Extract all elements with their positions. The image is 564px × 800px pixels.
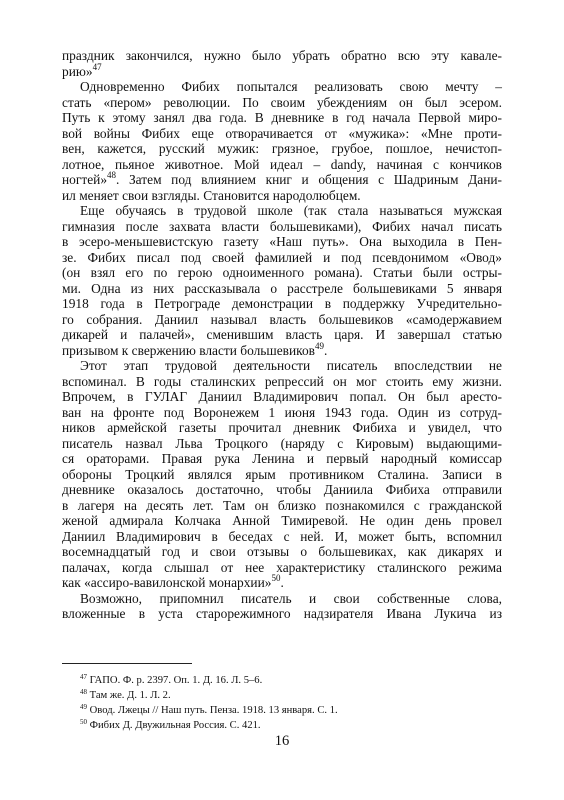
footnote-ref: 47	[92, 61, 102, 72]
body-text-line: ся ораторами. Правая рука Ленина и первый народный комиссар	[62, 451, 502, 466]
body-text-line: обороны Троцкий являлся ярым противником Сталина. Записи в	[62, 466, 502, 482]
footnote-number: 50	[80, 718, 87, 726]
body-text-line: ми. Одна из них рассказывала о расстреле большевиками 5 января	[62, 280, 502, 296]
footnote	[80, 718, 261, 733]
body-text-line: ван на фронте под Воронежем 1 июня 1943 года. Один из сотруд-	[62, 404, 502, 420]
body-text-line: Путь к этому занял два года. В дневнике в год начала Первой миро-	[62, 110, 502, 125]
footnote-text: Там же. Д. 1. Л. 2.	[87, 690, 171, 701]
footnote-number: 49	[80, 703, 87, 711]
body-text-line: стать «пером» революции. По своим убеждениям он был эсером.	[62, 94, 502, 110]
body-text-line: зе. Фибих писал под своей фамилией и под псевдонимом «Овод»	[62, 249, 502, 265]
body-text-line: призывом к свержению власти большевиков$^{49}$.	[62, 340, 328, 358]
body-text-line: рию»$^{47}$	[62, 61, 102, 79]
body-text-line: в эсеро-меньшевистскую газету «Наш путь». Она выходила в Пен-	[62, 234, 502, 249]
body-text-line: вложенные в уста старорежимного надзирателя Ивана Лукича из	[62, 606, 502, 621]
body-text-line: женой адмирала Колчака Анной Тимиревой. Не один день провел	[62, 513, 502, 528]
body-text-line: вен, кажется, русский мужик: грязное, грубое, пошлое, нечистоп-	[62, 141, 502, 156]
footnote-text: Овод. Лжецы // Наш путь. Пенза. 1918. 13 января. С. 1.	[87, 705, 338, 716]
body-text-line: Еще обучаясь в трудовой школе (так стала называться мужская	[80, 203, 502, 218]
body-text-line: дневнике оказалось достаточно, чтобы Даниила Фибиха отправили	[62, 482, 502, 497]
body-text-line: (он взял его по герою одноименного романа). Статьи были остры-	[62, 265, 502, 280]
body-text-line: го собрания. Даниил называл власть большевиков «самодержавием	[62, 311, 502, 327]
body-text-line: вой войны Фибих еще отворачивается от «мужика»: «Мне проти-	[62, 125, 502, 141]
body-text-line: в лагеря на десять лет. Там он близко познакомился с гражданской	[62, 497, 502, 513]
body-text-line: вспоминал. В годы сталинских репрессий он мог стоить ему жизни.	[62, 373, 502, 389]
footnote	[80, 688, 171, 703]
footnote-number: 47	[80, 673, 87, 681]
body-text-line: ногтей»$^{48}$. Затем под влиянием книг и общения с Шадриным Дани-	[62, 170, 502, 187]
footnote-ref: 49	[314, 340, 324, 351]
page-number: 16	[274, 733, 290, 749]
body-text-line: гимназия после захвата власти большевиками), Фибих начал писать	[62, 218, 502, 234]
body-text-line: восемнадцатый год и свои отзывы о большевиках, как дикарях и	[62, 544, 502, 559]
body-text-line: Этот этап трудовой деятельности писатель впоследствии не	[80, 358, 502, 373]
body-text-line: ников армейской газеты прочитал дневник Фибиха и увидел, что	[62, 420, 502, 435]
footnote-text: Фибих Д. Двужильная Россия. С. 421.	[87, 720, 261, 731]
footnote	[80, 703, 338, 718]
body-text-line: писатель назвал Льва Троцкого (наряду с Кировым) выдающими-	[62, 435, 502, 451]
footnote-ref: 48	[107, 170, 117, 180]
body-text-line: лотное, пьяное животное. Мой идеал – dandy, начиная с кончиков	[62, 156, 502, 172]
footnote-text: ГАПО. Ф. р. 2397. Оп. 1. Д. 16. Л. 5–6.	[87, 675, 263, 686]
body-text-line: праздник закончился, нужно было убрать обратно всю эту кавале-	[62, 48, 502, 63]
body-text-line: ил меняет свои взгляды. Становится народолюбцем.	[62, 187, 361, 203]
body-text-line: 1918 года в Петрограде демонстрации в поддержку Учредительно-	[62, 296, 502, 311]
body-text-line: как «ассиро-вавилонской монархии»$^{50}$.	[62, 573, 284, 590]
body-text-line: Впрочем, в ГУЛАГ Даниил Владимирович попал. Он был аресто-	[62, 389, 502, 404]
body-text-line: Одновременно Фибих попытался реализовать свою мечту –	[80, 79, 502, 94]
footnote-ref: 50	[271, 573, 281, 583]
body-text-line: дикарей и палачей», сменившим власть царя. И завершал статью	[62, 327, 502, 342]
footnote	[80, 673, 262, 688]
body-text-line: палачах, когда слышал от нее характеристику сталинского режима	[62, 559, 502, 575]
footnote-divider	[62, 663, 192, 664]
footnote-number: 48	[80, 688, 87, 696]
body-text-line: Даниил Владимирович в беседах с ней. И, может быть, вспомнил	[62, 528, 502, 544]
body-text-line: Возможно, припомнил писатель и свои собственные слова,	[80, 590, 502, 606]
